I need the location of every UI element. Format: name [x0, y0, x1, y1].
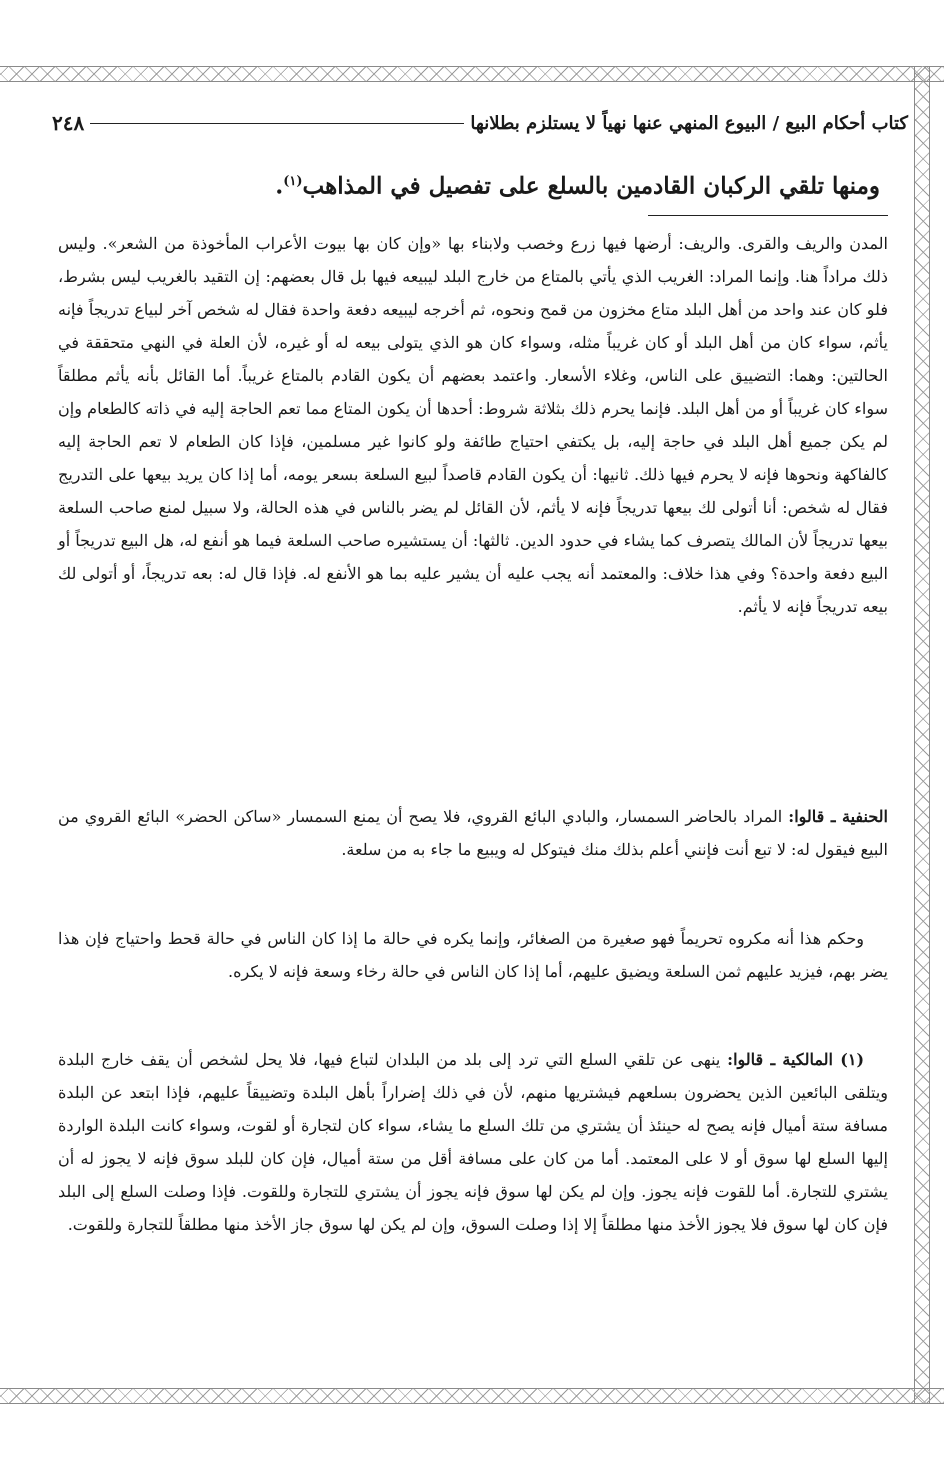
main-text-period: . — [275, 172, 284, 200]
main-text: ومنها تلقي الركبان القادمين بالسلع على تفصيل في المذاهب — [302, 172, 880, 200]
footnote-paragraph-ruling — [58, 922, 888, 988]
school-label-hanafi: الحنفية ـ قالوا: — [788, 807, 888, 826]
footnote-text — [58, 800, 888, 866]
maliki-text: ينهى عن تلقي السلع التي ترد إلى بلد من البلدان لتباع فيها، فلا يحل لشخص أن يقف خارج البلدة ويتلقى البائعين الذين يحضرون بسلعهم فيشتريها منهم، لأن في ذلك إضراراً بأهل البلدة وتضييقاً عليهم، فإذا ابتعد عن البلدة مسافة ستة أميال فإنه يصح له حينئذ أن يشتري من تلك السلع ما يشاء، سواء كان لتجارة أو لقوت، وسواء كانت البلدة الواردة إليها السلع لها سوق أو لا على المعتمد. أما من كان على مسافة أقل من ستة أميال، فإن كان للبلد سوق فإنه لا يجوز له أن يشتري للتجارة. أما للقوت فإنه يجوز. وإن لم يكن لها سوق فإنه يجوز أن يشتري للتجارة وللقوت. فإذا وصلت السلع إلى البلد فإن كان لها سوق فلا يجوز الأخذ منها مطلقاً إلا إذا وصلت السوق، وإن لم يكن لها سوق جاز الأخذ منها مطلقاً للتجارة وللقوت. — [58, 1050, 889, 1234]
footnote-text: المدن والريف والقرى. والريف: أرضها فيها زرع وخصب ولابناء بها «وإن كان بها بيوت الأعراب المأخوذة من الشعر». وليس ذلك مراداً هنا. وإنما المراد: الغريب الذي يأتي بالمتاع من خارج البلد ليبيعه فيها بل قال بعضهم: إن التقيد بالغريب ليس بشرط، فلو كان عند واحد من أهل البلد متاع مخزون من قمح ونحوه، ثم أخرجه ليبيعه دفعة واحدة فقال له شخص آخر لبياع تدريجاً فإنه يأثم، سواء كان من أهل البلد أو كان غريباً مثله، وسواء كان هو الذي يتولى بيعه له أو غيره، لأن العلة في النهي متحققة في الحالتين: وهما: التضييق على الناس، وغلاء الأسعار. واعتمد بعضهم أن يكون القادم بالمتاع غريباً. أما القائل بأنه يأثم مطلقاً سواء كان غريباً أو من أهل البلد. فإنما يحرم ذلك بثلاثة شروط: أحدها أن يكون المتاع مما تعم الحاجة إليه في ذاته كالطعام وإن لم يكن جميع أهل البلد في حاجة إليه، بل يكتفي احتياج طائفة ولو كانوا غير مسلمين، فإذا كان الطعام لا تعم الحاجة إليه كالفاكهة ونحوها فإنه لا يحرم فيها ذلك. ثانيها: أن يكون القادم قاصداً لبيع السلعة بسعر يومه، أما إذا كان يريد بيعها على التدريج فقال له شخص: أنا أتولى لك بيعها تدريجاً فإنه لا يأثم، لأن القائل لم يضر بالناس في هذه الحالة، ولا سبيل لمنع صاحب السلعة بيعها تدريجاً لأن المالك يتصرف كما يشاء في حدود الدين. ثالثها: أن يستشيره صاحب السلعة فيما هو أنفع له، هل البيع تدريجاً أو البيع دفعة واحدة؟ وفي هذا خلاف: والمعتمد أنه يجب عليه أن يشير عليه بما هو الأنفع له. فإذا قال له: بعه تدريجاً، أو أتولى لك بيعه تدريجاً فإنه لا يأثم. — [58, 234, 889, 616]
footnote-reference: (١) — [283, 174, 303, 189]
footnote-text: وحكم هذا أنه مكروه تحريماً فهو صغيرة من الصغائر، وإنما يكره في حالة ما إذا كان الناس في حالة قحط واحتياج فإن هذا يضر بهم، فيزيد عليهم ثمن السلعة ويضيق عليهم، أما إذا كان الناس في حالة رخاء وسعة فإنه لا يكره. — [58, 929, 888, 981]
footnote-paragraph-1 — [58, 227, 888, 623]
page-number: ٢٤٨ — [52, 111, 85, 135]
footnote-separator — [648, 215, 888, 216]
header-rule — [90, 123, 464, 124]
main-text-line — [120, 162, 880, 202]
hanafi-text: المراد بالحاضر السمسار، والبادي البائع القروي، فلا يصح أن يمنع السمسار «ساكن الحضر» البائع القروي من البيع فيقول له: لا تبع أنت فإنني أعلم بذلك منك فيتوكل له ويبيع ما جاء به من سلعة. — [58, 807, 888, 859]
running-header — [52, 106, 908, 140]
footnote-text — [58, 1043, 888, 1241]
ornamental-border-top — [0, 66, 944, 82]
ornamental-border-bottom — [0, 1388, 944, 1404]
footnote-paragraph-maliki — [58, 1043, 888, 1241]
school-label-maliki: (١) المالكية ـ قالوا: — [727, 1050, 865, 1069]
ornamental-border-right — [914, 66, 930, 1403]
footnote-paragraph-hanafi — [58, 800, 888, 866]
running-header-title: كتاب أحكام البيع / البيوع المنهي عنها نهياً لا يستلزم بطلانها — [470, 112, 908, 134]
